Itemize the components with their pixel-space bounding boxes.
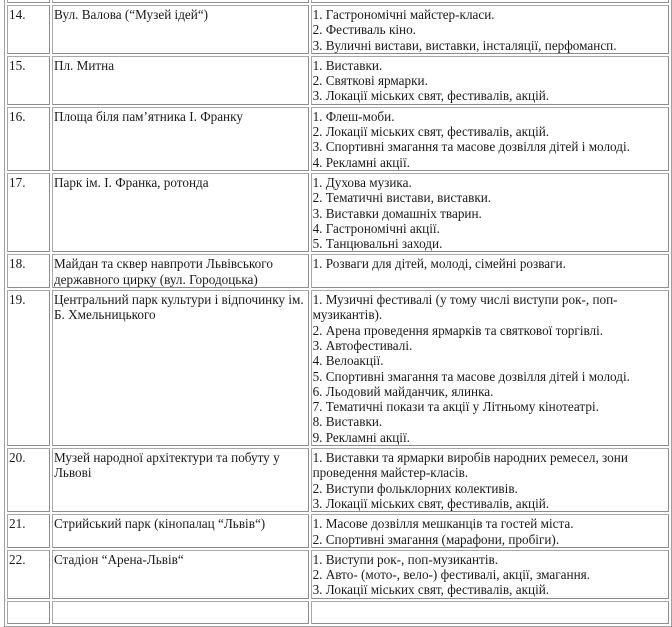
- venue-activities: [311, 254, 669, 288]
- activity-item: 3. Виставки домашніх тварин.: [312, 205, 482, 221]
- activity-item: 3. Автофестивалі.: [312, 337, 413, 353]
- activity-item: 3. Локації міських свят, фестивалів, акцій.: [312, 495, 550, 511]
- venues-table-body: [7, 0, 669, 624]
- empty-cell: [52, 601, 309, 624]
- activity-item: 2. Фестиваль кіно.: [312, 22, 416, 38]
- activity-item: 2. Авто- (мото-, вело-) фестивалі, акції, змагання.: [312, 567, 590, 583]
- row-number: 20.: [7, 448, 50, 512]
- venue-activities: [311, 514, 669, 548]
- activity-item: 2. Святкові ярмарки.: [312, 73, 428, 89]
- empty-cell: [311, 601, 669, 624]
- activity-item: 1. Флеш-моби.: [312, 108, 395, 124]
- activity-item: 1. Виставки та ярмарки виробів народних ремесел, зони проведення майстер-класів.: [312, 450, 628, 481]
- row-number: 21.: [7, 514, 50, 548]
- activity-item: 1. Масове дозвілля мешканців та гостей міста.: [312, 516, 574, 532]
- activity-item: 1. Розваги для дітей, молоді, сімейні розваги.: [312, 256, 566, 272]
- table-row: [7, 173, 669, 252]
- venue-activities: [311, 290, 669, 446]
- activity-item: 4. Велоакції.: [312, 353, 384, 369]
- table-row: [7, 514, 669, 548]
- row-number: 15.: [7, 56, 50, 105]
- document-page: [4, 0, 672, 627]
- activity-item: 5. Спортивні змагання та масове дозвілля дітей і молоді.: [312, 368, 630, 384]
- activity-item: 3. Локації міських свят, фестивалів, акцій.: [312, 88, 550, 104]
- activity-item: 2. Тематичні вистави, виставки.: [312, 190, 492, 206]
- table-row-previous-partial: [7, 0, 669, 3]
- venue-activities: [311, 173, 669, 252]
- table-row: [7, 254, 669, 288]
- table-row: [7, 5, 669, 54]
- activity-item: 3. Спортивні змагання та масове дозвілля дітей і молоді.: [312, 139, 630, 155]
- activity-item: 2. Виступи фольклорних колективів.: [312, 480, 518, 496]
- empty-cell: [7, 601, 50, 624]
- activity-item: 6. Льодовий майданчик, ялинка.: [312, 383, 494, 399]
- venues-table: [4, 0, 672, 627]
- cell-place: [52, 0, 309, 3]
- venue-activities: [311, 56, 669, 105]
- venue-activities: [311, 550, 669, 599]
- cell-num: [7, 0, 50, 3]
- activity-item: 8. Виставки.: [312, 414, 383, 430]
- venue-activities: [311, 107, 669, 171]
- activity-item: 2. Арена проведення ярмарків та святкової торгівлі.: [312, 322, 604, 338]
- table-row: [7, 290, 669, 446]
- activity-item: 2. Локації міських свят, фестивалів, акцій.: [312, 124, 550, 140]
- table-row: [7, 550, 669, 599]
- venue-name: Площа біля пам’ятника І. Франку: [52, 107, 309, 171]
- cell-activities: [311, 0, 669, 3]
- activity-item: 4. Рекламні акції.: [312, 154, 410, 170]
- venue-name: Майдан та сквер навпроти Львівського державного цирку (вул. Городоцька): [52, 254, 309, 288]
- activity-item: 1. Виставки.: [312, 57, 383, 73]
- activity-item: 5. Танцювальні заходи.: [312, 236, 443, 252]
- activity-item: 3. Вуличні вистави, виставки, інсталяції, перфомансп.: [312, 37, 617, 53]
- venue-name: Вул. Валова (“Музей ідей“): [52, 5, 309, 54]
- venue-name: Парк ім. І. Франка, ротонда: [52, 173, 309, 252]
- activity-item: 1. Музичні фестивалі (у тому числі виступи рок-, поп-музикантів).: [312, 292, 618, 323]
- venue-name: Центральний парк культури і відпочинку ім. Б. Хмельницького: [52, 290, 309, 446]
- activity-item: 4. Гастрономічні акції.: [312, 220, 440, 236]
- venue-name: Стрийський парк (кінопалац “Львів“): [52, 514, 309, 548]
- row-number: 18.: [7, 254, 50, 288]
- activity-item: 1. Виступи рок-, поп-музикантів.: [312, 551, 499, 567]
- venue-name: Стадіон “Арена-Львів“: [52, 550, 309, 599]
- activity-item: 3. Локації міських свят, фестивалів, акцій.: [312, 582, 550, 598]
- row-number: 19.: [7, 290, 50, 446]
- row-number: 17.: [7, 173, 50, 252]
- activity-item: 9. Рекламні акції.: [312, 429, 410, 445]
- table-row: [7, 107, 669, 171]
- row-number: 22.: [7, 550, 50, 599]
- table-row-next-partial: [7, 601, 669, 624]
- activity-item: 7. Тематичні покази та акції у Літньому кінотеатрі.: [312, 399, 599, 415]
- row-number: 16.: [7, 107, 50, 171]
- venue-activities: [311, 448, 669, 512]
- row-number: 14.: [7, 5, 50, 54]
- venue-name: Пл. Митна: [52, 56, 309, 105]
- activity-item: 2. Спортивні змагання (марафони, пробіги).: [312, 531, 560, 547]
- table-row: [7, 56, 669, 105]
- venue-activities: [311, 5, 669, 54]
- activity-item: 1. Духова музика.: [312, 174, 412, 190]
- activity-item: 1. Гастрономічні майстер-класи.: [312, 7, 495, 22]
- venue-name: Музей народної архітектури та побуту у Львові: [52, 448, 309, 512]
- table-row: [7, 448, 669, 512]
